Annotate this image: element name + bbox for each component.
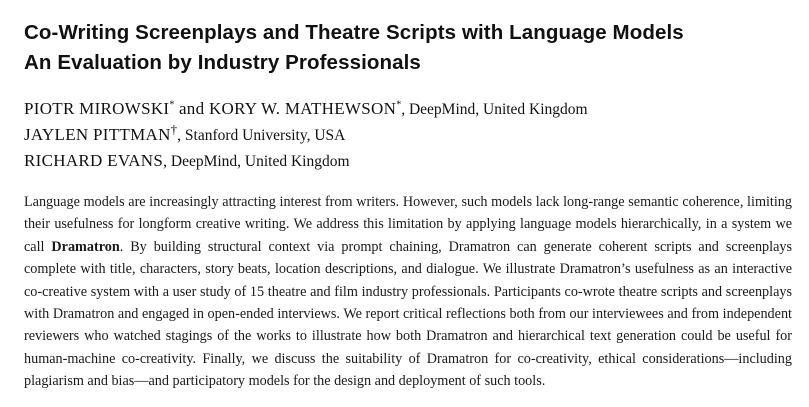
- title-line-1: Co-Writing Screenplays and Theatre Scripts with Language Models: [24, 21, 684, 44]
- paper-title: [24, 18, 792, 78]
- author-line-1: [24, 96, 792, 122]
- author-conjunction: and: [174, 99, 209, 118]
- equal-contribution-mark: *: [396, 99, 402, 111]
- title-line-2: An Evaluation by Industry Professionals: [24, 51, 421, 74]
- system-name: Dramatron: [51, 238, 120, 255]
- paper-header: [24, 18, 792, 407]
- equal-contribution-mark: *: [169, 99, 175, 111]
- author-name: PIOTR MIROWSKI: [24, 99, 170, 118]
- abstract-text-part-2: . By building structural context via prompt chaining, Dramatron can generate coherent scripts and screenplays complete with title, characters, story beats, location descriptions, and dialogue. We illustrate Dramatron’s usefulness as an interactive co-creative system with a user study of 15 theatre and film industry professionals. Participants co-wrote theatre scripts and screenplays with Dramatron and engaged in open-ended interviews. We report critical reflections both from our interviewees and from independent reviewers who watched stagings of the works to illustrate how both Dramatron and hierarchical text generation could be useful for human-machine co-creativity. Finally, we discuss the suitability of Dramatron for co-creativity, ethical considerations—including plagiarism and bias—and participatory models for the design and deployment of such tools.: [24, 238, 792, 390]
- author-name: JAYLEN PITTMAN: [24, 125, 171, 144]
- author-line-2: [24, 122, 792, 148]
- author-name: RICHARD EVANS: [24, 151, 164, 170]
- author-affiliation: , DeepMind, United Kingdom: [163, 153, 350, 170]
- dagger-mark: †: [170, 121, 178, 137]
- author-block: [24, 96, 792, 174]
- author-affiliation: , Stanford University, USA: [177, 127, 346, 144]
- abstract: [24, 191, 792, 393]
- author-affiliation: , DeepMind, United Kingdom: [401, 101, 588, 118]
- author-line-3: [24, 148, 792, 174]
- author-name: KORY W. MATHEWSON: [208, 99, 397, 118]
- abstract-text-part-1: Language models are increasingly attracting interest from writers. However, such models lack long-range semantic coherence, limiting their usefulness for longform creative writing. We address this limitation by applying language models hierarchically, in a system we call: [24, 194, 792, 255]
